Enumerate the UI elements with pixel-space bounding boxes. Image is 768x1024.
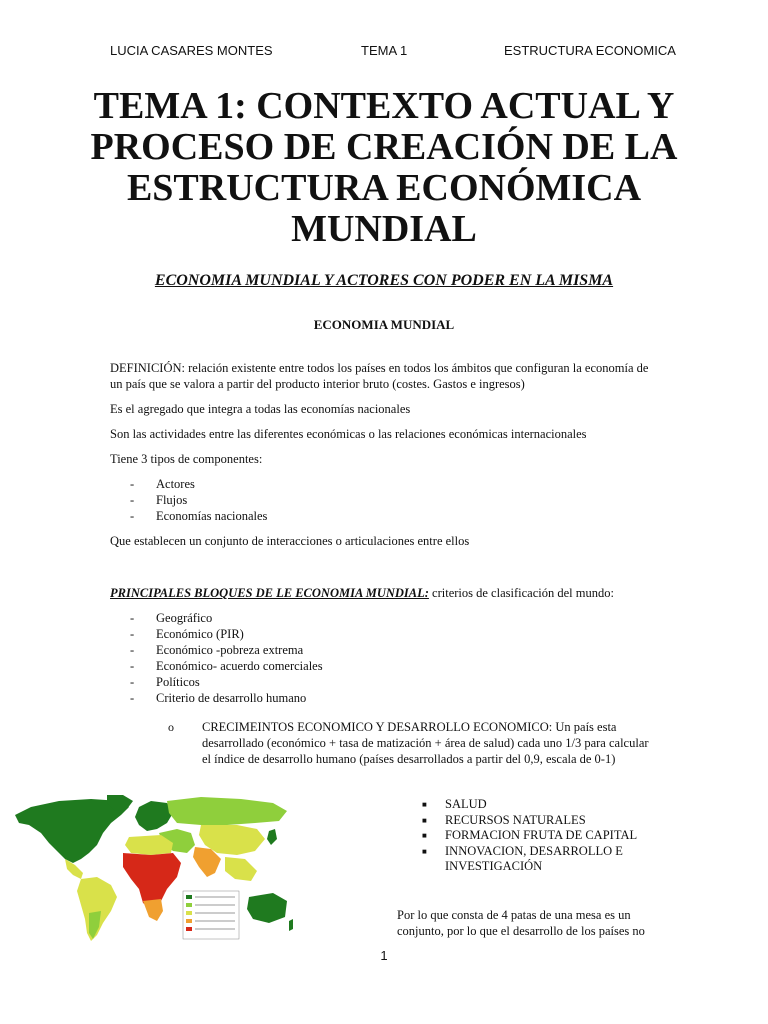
development-factors-list [420, 797, 660, 875]
list-item: - Económico- acuerdo comerciales [130, 658, 323, 674]
blocks-list [130, 610, 323, 706]
list-item: - Económico -pobreza extrema [130, 642, 323, 658]
development-paragraph: CRECIMEINTOS ECONOMICO Y DESARROLLO ECONOMICO: Un país esta desarrollado (económico + tasa de matización + área de salud) cada uno 1/3 para calcular el índice de desarrollo humano (países desarrollados a partir del 0,9, escala de 0-1) [202, 720, 649, 766]
document-title: TEMA 1: CONTEXTO ACTUAL Y PROCESO DE CREACIÓN DE LA ESTRUCTURA ECONÓMICA MUNDIAL [90, 85, 678, 250]
circle-bullet: o [168, 720, 174, 734]
list-item: - Económico (PIR) [130, 626, 323, 642]
aggregate-paragraph: Es el agregado que integra a todas las economías nacionales [110, 402, 411, 416]
list-item: - Políticos [130, 674, 323, 690]
page-number: 1 [380, 948, 388, 963]
list-item: - Criterio de desarrollo humano [130, 690, 323, 706]
list-item: - Geográfico [130, 610, 323, 626]
activities-paragraph: Son las actividades entre las diferentes económicas o las relaciones económicas internacionales [110, 427, 587, 441]
list-item: ■ FORMACION FRUTA DE CAPITAL [420, 828, 660, 844]
header-topic: TEMA 1 [361, 43, 408, 58]
document-subtitle: ECONOMIA MUNDIAL Y ACTORES CON PODER EN LA MISMA [154, 272, 614, 289]
world-hdi-map [11, 793, 294, 943]
components-list [130, 476, 267, 524]
list-item: ■ INNOVACION, DESARROLLO E INVESTIGACIÓN [420, 844, 660, 875]
section-heading: ECONOMIA MUNDIAL [313, 317, 455, 332]
blocks-rest: criterios de clasificación del mundo: [428, 586, 614, 600]
map-region-new-zealand [289, 919, 293, 931]
blocks-title: PRINCIPALES BLOQUES DE LE ECONOMIA MUNDIAL: [110, 586, 429, 600]
list-item: ■ SALUD [420, 797, 660, 813]
blocks-paragraph [110, 585, 662, 601]
map-legend [183, 891, 239, 939]
list-item: - Actores [130, 476, 267, 492]
interactions-paragraph: Que establecen un conjunto de interacciones o articulaciones entre ellos [110, 534, 470, 548]
closing-paragraph: Por lo que consta de 4 patas de una mesa es un conjunto, por lo que el desarrollo de los países no [397, 908, 645, 938]
header-subject: ESTRUCTURA ECONOMICA [504, 43, 676, 58]
list-item: - Economías nacionales [130, 508, 267, 524]
header-author: LUCIA CASARES MONTES [110, 43, 273, 58]
list-item: - Flujos [130, 492, 267, 508]
list-item: ■ RECURSOS NATURALES [420, 813, 660, 829]
definition-paragraph: DEFINICIÓN: relación existente entre todos los países en todos los ámbitos que configuran la economía de un país que se valora a partir del producto interior bruto (costes. Gastos e ingresos) [110, 361, 649, 391]
components-paragraph: Tiene 3 tipos de componentes: [110, 452, 263, 466]
